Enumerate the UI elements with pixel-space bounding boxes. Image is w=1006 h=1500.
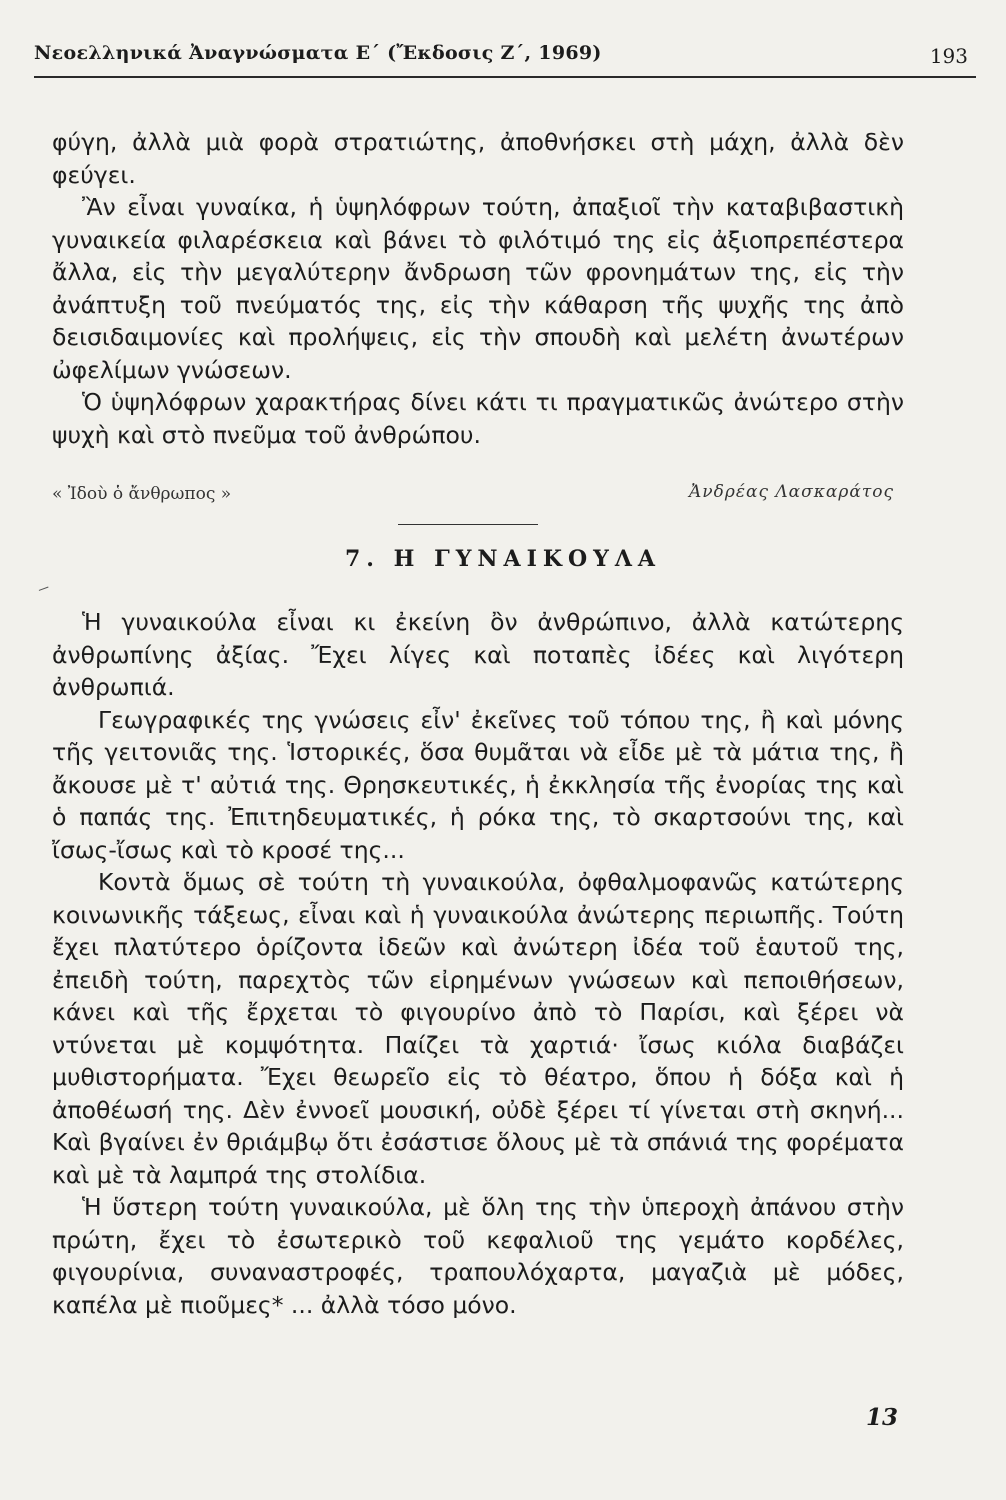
section-heading: 7. Η ΓΥΝΑΙΚΟΥΛΑ <box>345 546 661 572</box>
paragraph: Ὁ ὑψηλόφρων χαρακτήρας δίνει κάτι τι πραγματικῶς ἀνώτερο στὴν ψυχὴ καὶ στὸ πνεῦμα τοῦ ἀνθρώπου. <box>52 388 904 449</box>
paragraph: Κοντὰ ὅμως σὲ τούτη τὴ γυναικούλα, ὀφθαλμοφανῶς κατώτερης κοινωνικῆς τάξεως, εἶναι καὶ ἡ γυναικούλα ἀνώτερης περιωπῆς. Τούτη ἔχει πλατύτερο ὁρίζοντα ἰδεῶν καὶ ἀνώτερη ἰδέα τοῦ ἑαυτοῦ της, ἐπειδὴ τούτη, παρεχτὸς τῶν εἰρημένων γνώσεων καὶ πεποιθήσεων, κάνει καὶ τῆς ἔρχεται τὸ φιγουρίνο ἀπὸ τὸ Παρίσι, καὶ ξέρει νὰ ντύνεται μὲ κομψότητα. Παίζει τὰ χαρτιά· ἴσως κιόλα διαβάζει μυθιστορήματα. Ἔχει θεωρεῖο εἰς τὸ θέατρο, ὅπου ἡ δόξα καὶ ἡ ἀποθέωσή της. Δὲν ἐννοεῖ μουσική, οὐδὲ ξέρει τί γίνεται στὴ σκηνή... Καὶ βγαίνει ἐν θριάμβῳ ὅτι ἐσάστισε ὅλους μὲ τὰ σπάνιά της φορέματα καὶ μὲ τὰ λαμπρά της στολίδια. <box>52 868 904 1189</box>
paragraph: Γεωγραφικές της γνώσεις εἶν' ἐκεῖνες τοῦ τόπου της, ἢ καὶ μόνης τῆς γειτονιᾶς της. Ἱστορικές, ὅσα θυμᾶται νὰ εἶδε μὲ τὰ μάτια της, ἢ ἄκουσε μὲ τ' αὐτιά της. Θρησκευτικές, ἡ ἐκκλησία τῆς ἐνορίας της καὶ ὁ παπάς της. Ἐπιτηδευματικές, ἡ ρόκα της, τὸ σκαρτσούνι της, καὶ ἴσως-ἴσως καὶ τὸ κροσέ της... <box>52 705 904 864</box>
header-rule <box>34 76 976 78</box>
running-title: Νεοελληνικά Ἀναγνώσματα Ε΄ (Ἔκδοσις Ζ΄, 1969) <box>34 42 602 64</box>
paragraph: Ἡ ὕστερη τούτη γυναικούλα, μὲ ὅλη της τὴν ὑπεροχὴ ἀπάνου στὴν πρώτη, ἔχει τὸ ἐσωτερικὸ τοῦ κεφαλιοῦ της γεμάτο κορδέλες, φιγουρίνια, συναναστροφές, τραπουλόχαρτα, μαγαζιὰ μὲ μόδες, καπέλα μὲ πιοῦμες* ... ἀλλὰ τόσο μόνο. <box>52 1193 904 1319</box>
essay-gynaikoula <box>52 606 904 1321</box>
paragraph: Ἡ γυναικούλα εἶναι κι ἐκείνη ὂν ἀνθρώπινο, ἀλλὰ κατώτερης ἀνθρωπίνης ἀξίας. Ἔχει λίγες καὶ ποταπὲς ἰδέες καὶ λιγότερη ἀνθρωπιά. <box>52 608 904 701</box>
paragraph: φύγη, ἀλλὰ μιὰ φορὰ στρατιώτης, ἀποθνήσκει στὴ μάχη, ἀλλὰ δὲν φεύγει. <box>52 128 904 189</box>
source-work: « Ἰδοὺ ὁ ἄνθρωπος » <box>52 484 232 504</box>
section-divider <box>398 524 538 525</box>
paragraph: Ἂν εἶναι γυναίκα, ἡ ὑψηλόφρων τούτη, ἀπαξιοῖ τὴν καταβιβαστικὴ γυναικεία φιλαρέσκεια καὶ βάνει τὸ φιλότιμό της εἰς ἀξιοπρεπέστερα ἄλλα, εἰς τὴν μεγαλύτερην ἄνδρωση τῶν φρονημάτων της, εἰς τὴν ἀνάπτυξη τοῦ πνεύματός της, εἰς τὴν κάθαρση τῆς ψυχῆς της ἀπὸ δεισιδαιμονίες καὶ προλήψεις, εἰς τὴν σπουδὴ καὶ μελέτη ἀνωτέρων ὠφελίμων γνώσεων. <box>52 193 904 384</box>
scan-mark <box>39 587 51 599</box>
signature-number: 13 <box>865 1404 898 1431</box>
page-number: 193 <box>929 44 968 68</box>
essay-continuation <box>52 126 904 451</box>
running-header <box>34 38 976 78</box>
source-author: Ἀνδρέας Λασκαράτος <box>689 482 894 502</box>
